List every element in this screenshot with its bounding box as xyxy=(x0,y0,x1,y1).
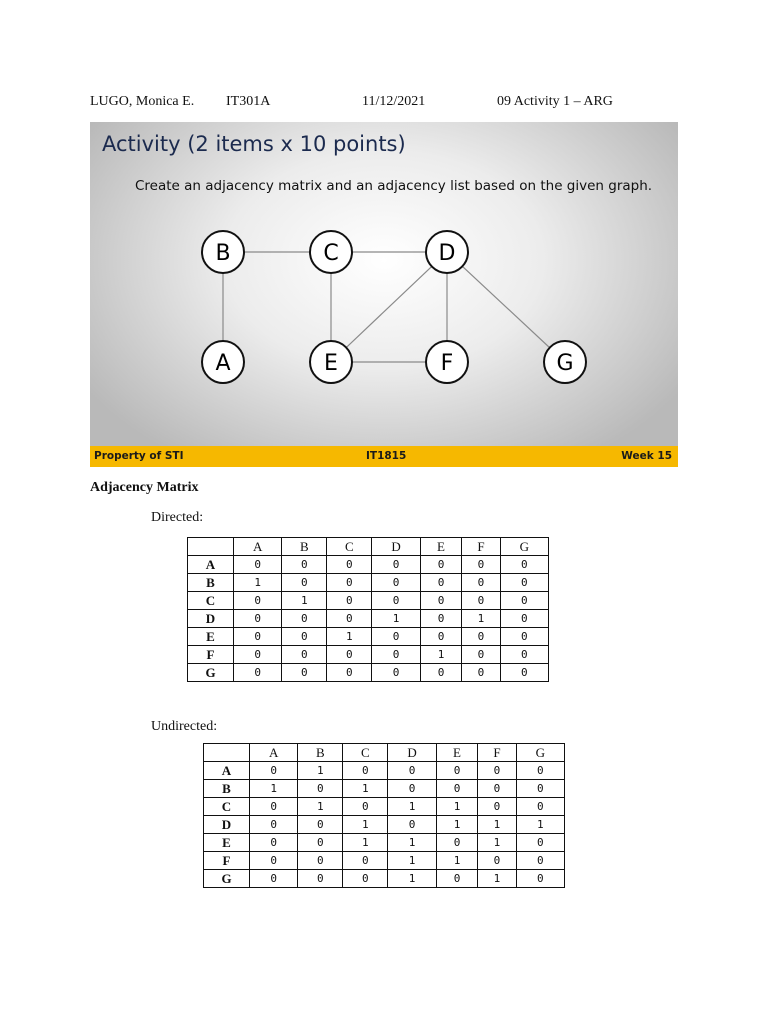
matrix-cell: 0 xyxy=(478,762,516,780)
table-row xyxy=(188,646,549,664)
col-header: C xyxy=(343,744,388,762)
matrix-cell: 0 xyxy=(462,574,500,592)
matrix-cell: 0 xyxy=(327,592,372,610)
table-row xyxy=(188,628,549,646)
row-header: E xyxy=(204,834,250,852)
matrix-cell: 0 xyxy=(500,628,548,646)
matrix-cell: 0 xyxy=(282,574,327,592)
matrix-cell: 1 xyxy=(420,646,462,664)
table-row xyxy=(188,664,549,682)
matrix-cell: 1 xyxy=(250,780,298,798)
svg-text:B: B xyxy=(215,241,231,266)
table-row xyxy=(188,610,549,628)
row-header: F xyxy=(188,646,234,664)
node-b xyxy=(202,231,244,273)
directed-label: Directed: xyxy=(151,510,204,525)
activity-slide xyxy=(90,122,678,467)
matrix-cell: 0 xyxy=(436,834,478,852)
table-row xyxy=(188,556,549,574)
matrix-cell: 0 xyxy=(250,762,298,780)
matrix-cell: 0 xyxy=(298,834,343,852)
matrix-cell: 0 xyxy=(234,556,282,574)
matrix-cell: 0 xyxy=(372,556,420,574)
node-e xyxy=(310,341,352,383)
svg-text:C: C xyxy=(323,241,339,266)
graph-edges xyxy=(223,252,565,362)
matrix-cell: 1 xyxy=(388,798,436,816)
matrix-cell: 0 xyxy=(420,610,462,628)
section-title: Adjacency Matrix xyxy=(90,480,199,495)
matrix-cell: 1 xyxy=(388,852,436,870)
matrix-cell: 0 xyxy=(327,646,372,664)
matrix-cell: 0 xyxy=(462,664,500,682)
matrix-cell: 0 xyxy=(234,592,282,610)
svg-text:G: G xyxy=(556,351,574,376)
matrix-cell: 0 xyxy=(516,762,564,780)
matrix-cell: 1 xyxy=(298,762,343,780)
matrix-cell: 1 xyxy=(436,798,478,816)
matrix-cell: 0 xyxy=(436,780,478,798)
matrix-cell: 0 xyxy=(462,646,500,664)
matrix-cell: 0 xyxy=(282,664,327,682)
node-c xyxy=(310,231,352,273)
row-header: D xyxy=(204,816,250,834)
matrix-cell: 0 xyxy=(372,628,420,646)
matrix-cell: 0 xyxy=(516,870,564,888)
matrix-cell: 0 xyxy=(462,556,500,574)
row-header: A xyxy=(188,556,234,574)
col-header: D xyxy=(388,744,436,762)
matrix-cell: 0 xyxy=(343,762,388,780)
col-header: G xyxy=(516,744,564,762)
footer-center: IT1815 xyxy=(366,450,407,462)
matrix-cell: 0 xyxy=(500,556,548,574)
matrix-cell: 1 xyxy=(462,610,500,628)
table-row xyxy=(204,816,565,834)
matrix-cell: 0 xyxy=(388,780,436,798)
col-header: A xyxy=(250,744,298,762)
matrix-cell: 0 xyxy=(516,852,564,870)
matrix-cell: 1 xyxy=(388,870,436,888)
document-header xyxy=(0,94,768,114)
matrix-cell: 0 xyxy=(516,834,564,852)
footer-right: Week 15 xyxy=(621,450,672,462)
matrix-cell: 0 xyxy=(298,816,343,834)
slide-footer xyxy=(90,446,678,467)
matrix-cell: 0 xyxy=(478,798,516,816)
matrix-cell: 0 xyxy=(234,664,282,682)
matrix-cell: 0 xyxy=(462,628,500,646)
matrix-cell: 0 xyxy=(250,852,298,870)
matrix-cell: 1 xyxy=(436,852,478,870)
matrix-cell: 0 xyxy=(500,664,548,682)
matrix-cell: 0 xyxy=(250,834,298,852)
table-row xyxy=(204,870,565,888)
svg-text:E: E xyxy=(324,351,338,376)
table-row xyxy=(204,834,565,852)
matrix-cell: 0 xyxy=(250,816,298,834)
row-header: E xyxy=(188,628,234,646)
matrix-cell: 0 xyxy=(282,556,327,574)
matrix-cell: 1 xyxy=(343,780,388,798)
matrix-cell: 0 xyxy=(420,574,462,592)
matrix-cell: 0 xyxy=(478,852,516,870)
table-row xyxy=(204,798,565,816)
row-header: D xyxy=(188,610,234,628)
undirected-label: Undirected: xyxy=(151,719,218,734)
matrix-cell: 1 xyxy=(234,574,282,592)
matrix-cell: 0 xyxy=(298,780,343,798)
undirected-matrix xyxy=(203,743,565,888)
graph-diagram xyxy=(90,122,678,467)
matrix-cell: 0 xyxy=(500,646,548,664)
table-row xyxy=(188,574,549,592)
matrix-cell: 0 xyxy=(327,556,372,574)
svg-text:A: A xyxy=(215,351,231,376)
section-code: IT301A xyxy=(226,94,271,109)
row-header: B xyxy=(204,780,250,798)
row-header: B xyxy=(188,574,234,592)
student-name: LUGO, Monica E. xyxy=(90,94,195,109)
matrix-cell: 0 xyxy=(282,628,327,646)
matrix-cell: 0 xyxy=(250,798,298,816)
matrix-cell: 0 xyxy=(234,628,282,646)
svg-text:F: F xyxy=(440,351,454,376)
matrix-cell: 0 xyxy=(478,780,516,798)
matrix-cell: 0 xyxy=(500,574,548,592)
matrix-cell: 0 xyxy=(388,762,436,780)
directed-matrix xyxy=(187,537,549,682)
row-header: C xyxy=(204,798,250,816)
matrix-cell: 1 xyxy=(282,592,327,610)
matrix-cell: 0 xyxy=(420,556,462,574)
col-header: B xyxy=(282,538,327,556)
matrix-cell: 0 xyxy=(298,870,343,888)
matrix-cell: 0 xyxy=(420,592,462,610)
col-header: F xyxy=(478,744,516,762)
svg-text:D: D xyxy=(438,241,456,266)
matrix-cell: 0 xyxy=(500,592,548,610)
col-header: B xyxy=(298,744,343,762)
node-g xyxy=(544,341,586,383)
slide-title: Activity (2 items x 10 points) xyxy=(102,132,406,156)
edge-d-g xyxy=(447,252,565,362)
matrix-cell: 0 xyxy=(420,664,462,682)
row-header: G xyxy=(204,870,250,888)
matrix-cell: 0 xyxy=(250,870,298,888)
corner-cell xyxy=(188,538,234,556)
matrix-cell: 0 xyxy=(372,592,420,610)
undirected-header-row xyxy=(204,744,565,762)
col-header: F xyxy=(462,538,500,556)
matrix-cell: 0 xyxy=(500,610,548,628)
row-header: F xyxy=(204,852,250,870)
matrix-cell: 1 xyxy=(327,628,372,646)
matrix-cell: 0 xyxy=(436,870,478,888)
edge-d-e xyxy=(331,252,447,362)
matrix-cell: 1 xyxy=(516,816,564,834)
matrix-cell: 0 xyxy=(372,574,420,592)
node-d xyxy=(426,231,468,273)
matrix-cell: 0 xyxy=(282,610,327,628)
matrix-cell: 0 xyxy=(234,646,282,664)
matrix-cell: 0 xyxy=(327,610,372,628)
row-header: G xyxy=(188,664,234,682)
activity-title: 09 Activity 1 – ARG xyxy=(497,94,613,109)
matrix-cell: 0 xyxy=(388,816,436,834)
node-f xyxy=(426,341,468,383)
matrix-cell: 0 xyxy=(298,852,343,870)
matrix-cell: 0 xyxy=(234,610,282,628)
matrix-cell: 0 xyxy=(327,664,372,682)
matrix-cell: 0 xyxy=(420,628,462,646)
matrix-cell: 1 xyxy=(388,834,436,852)
slide-subtitle: Create an adjacency matrix and an adjacency list based on the given graph. xyxy=(135,178,653,194)
table-row xyxy=(204,762,565,780)
table-row xyxy=(204,852,565,870)
node-a xyxy=(202,341,244,383)
matrix-cell: 1 xyxy=(478,816,516,834)
matrix-cell: 0 xyxy=(516,798,564,816)
col-header: C xyxy=(327,538,372,556)
matrix-cell: 0 xyxy=(282,646,327,664)
date: 11/12/2021 xyxy=(362,94,426,109)
matrix-cell: 1 xyxy=(478,834,516,852)
matrix-cell: 0 xyxy=(343,852,388,870)
col-header: D xyxy=(372,538,420,556)
matrix-cell: 0 xyxy=(462,592,500,610)
matrix-cell: 0 xyxy=(516,780,564,798)
matrix-cell: 0 xyxy=(327,574,372,592)
corner-cell xyxy=(204,744,250,762)
footer-left: Property of STI xyxy=(94,450,184,462)
directed-header-row xyxy=(188,538,549,556)
table-row xyxy=(204,780,565,798)
matrix-cell: 1 xyxy=(298,798,343,816)
matrix-cell: 1 xyxy=(343,834,388,852)
matrix-cell: 1 xyxy=(372,610,420,628)
matrix-cell: 1 xyxy=(343,816,388,834)
matrix-cell: 1 xyxy=(436,816,478,834)
matrix-cell: 0 xyxy=(372,664,420,682)
row-header: A xyxy=(204,762,250,780)
matrix-cell: 1 xyxy=(478,870,516,888)
table-row xyxy=(188,592,549,610)
col-header: E xyxy=(436,744,478,762)
matrix-cell: 0 xyxy=(343,798,388,816)
col-header: A xyxy=(234,538,282,556)
row-header: C xyxy=(188,592,234,610)
col-header: G xyxy=(500,538,548,556)
matrix-cell: 0 xyxy=(343,870,388,888)
col-header: E xyxy=(420,538,462,556)
matrix-cell: 0 xyxy=(372,646,420,664)
matrix-cell: 0 xyxy=(436,762,478,780)
